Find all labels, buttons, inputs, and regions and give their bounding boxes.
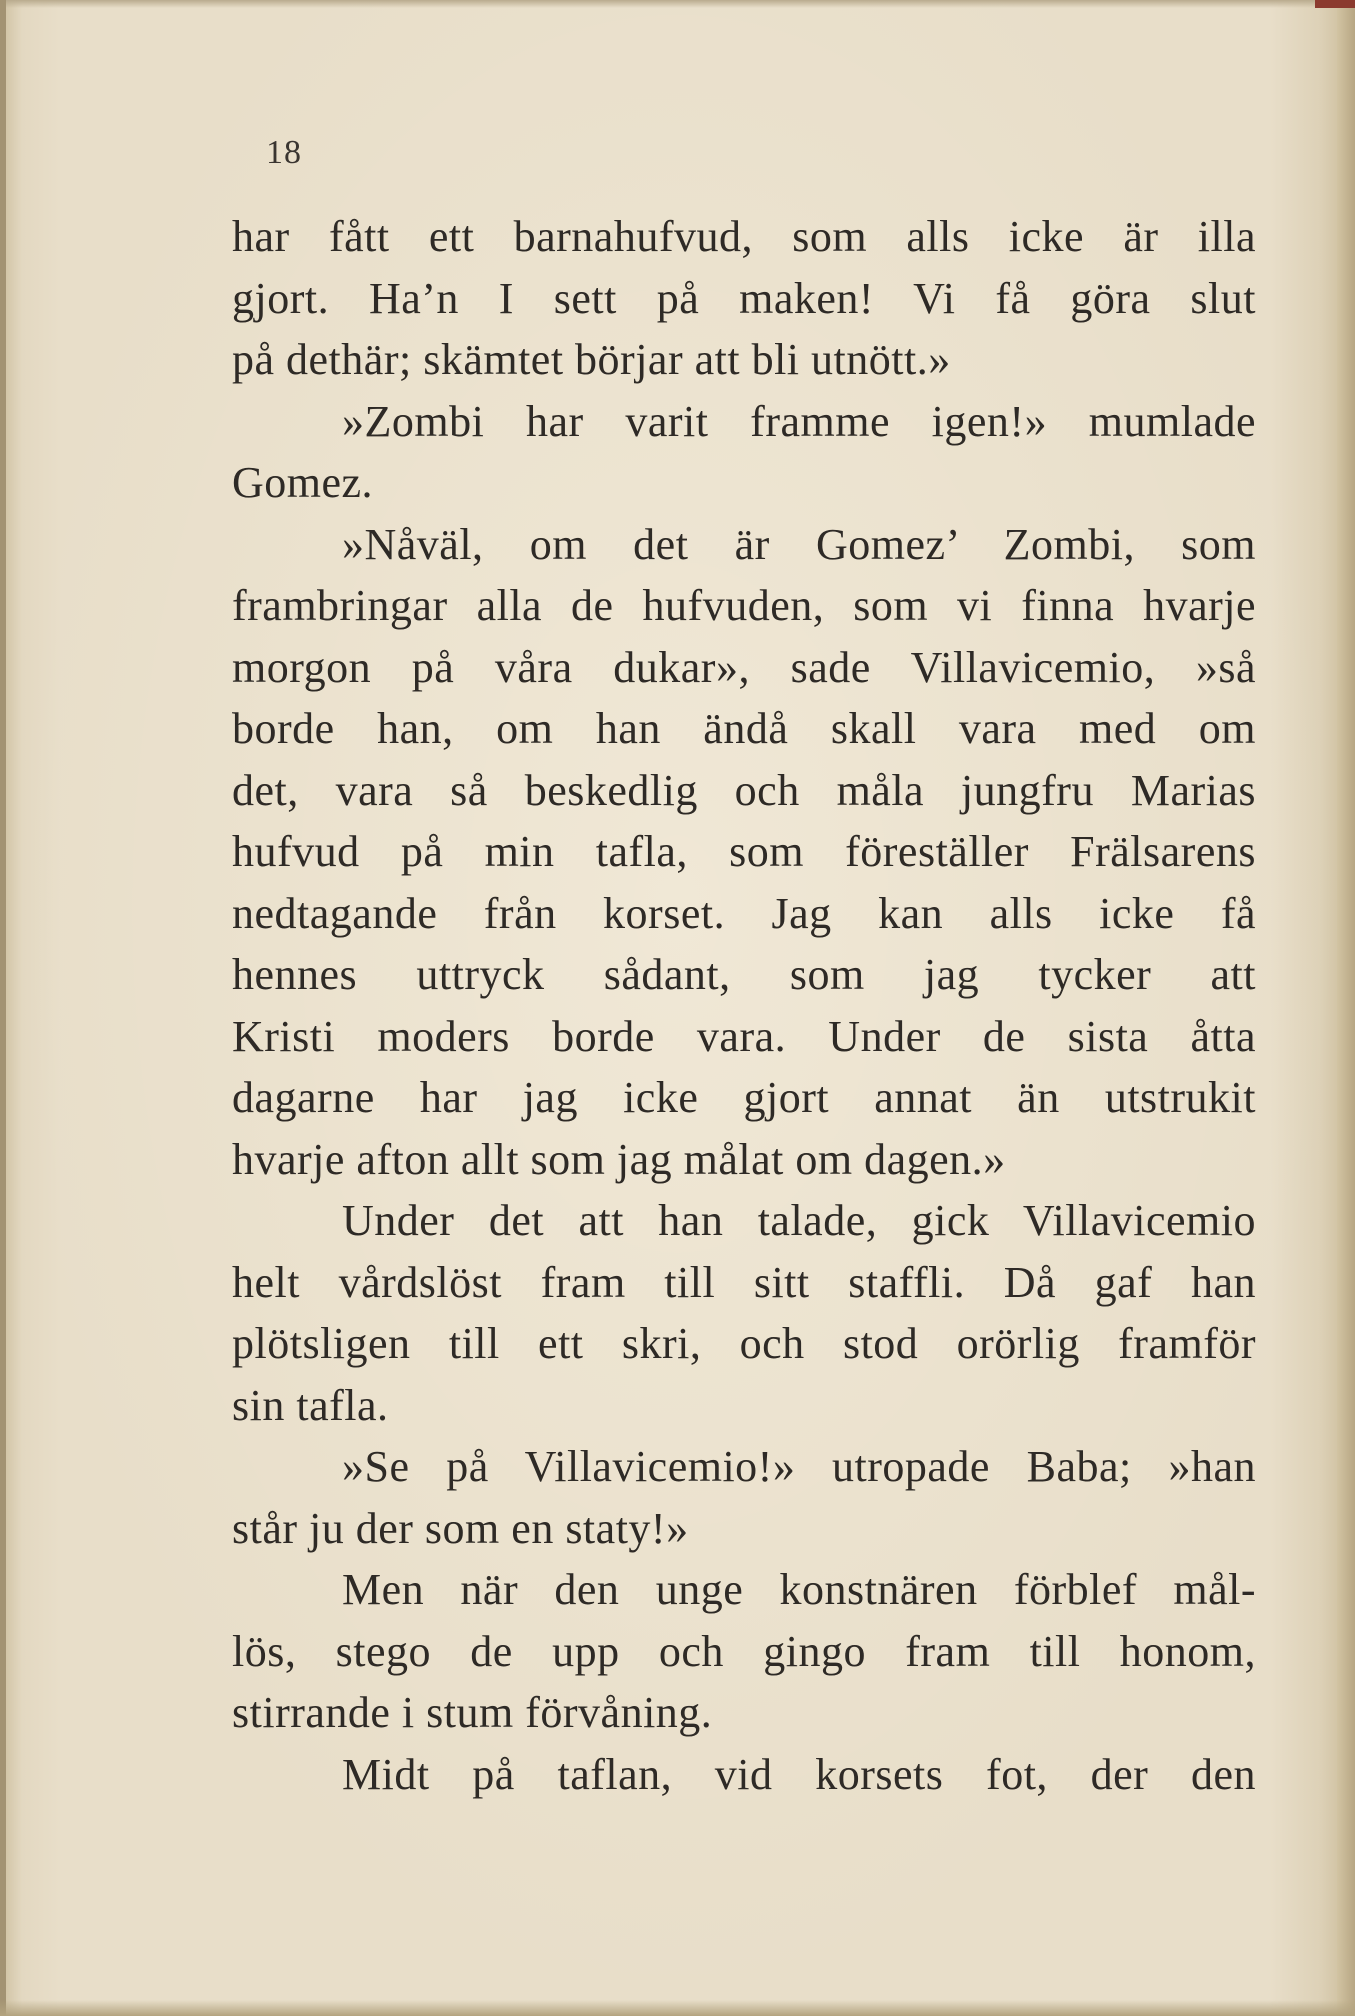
text-line: borde han, om han ändå skall vara med om (232, 704, 1256, 753)
page-number: 18 (266, 134, 302, 171)
text-line: på dethär; skämtet börjar att bli utnött.» (232, 335, 951, 384)
text-line: Under det att han talade, gick Villavicemio (342, 1196, 1256, 1245)
text-line: står ju der som en staty!» (232, 1503, 689, 1553)
text-line: Midt på taflan, vid korsets fot, der den (342, 1749, 1256, 1799)
page-left-edge (0, 0, 6, 2016)
text-line: Kristi moders borde vara. Under de sista åtta (232, 1011, 1256, 1061)
text-line: morgon på våra dukar», sade Villavicemio, »så (232, 642, 1256, 692)
text-line: dagarne har jag icke gjort annat än utstrukit (232, 1073, 1256, 1122)
body-text (232, 206, 1256, 1805)
text-line: det, vara så beskedlig och måla jungfru Marias (232, 765, 1256, 815)
text-line: hennes uttryck sådant, som jag tycker att (232, 950, 1256, 999)
text-line: »Nåväl, om det är Gomez’ Zombi, som (342, 519, 1256, 569)
text-line: »Zombi har varit framme igen!» mumlade (342, 396, 1256, 446)
text-line: »Se på Villavicemio!» utropade Baba; »han (342, 1442, 1256, 1491)
text-line: gjort. Ha’n I sett på maken! Vi få göra slut (232, 273, 1256, 323)
binding-corner (1315, 0, 1355, 8)
text-line: hvarje afton allt som jag målat om dagen.» (232, 1134, 1006, 1184)
text-line: Men när den unge konstnären förblef mål- (342, 1565, 1256, 1614)
text-line: hufvud på min tafla, som föreställer Frälsarens (232, 827, 1256, 876)
page-right-edge (1337, 0, 1355, 2016)
page-bottom-edge (0, 2000, 1355, 2016)
text-line: Gomez. (232, 458, 374, 507)
text-line: frambringar alla de hufvuden, som vi finna hvarje (232, 581, 1256, 630)
text-line: plötsligen till ett skri, och stod orörlig framför (232, 1319, 1256, 1368)
page-top-edge (0, 0, 1355, 8)
text-line: lös, stego de upp och gingo fram till honom, (232, 1626, 1256, 1676)
text-line: har fått ett barnahufvud, som alls icke är illa (232, 212, 1256, 261)
text-line: nedtagande från korset. Jag kan alls icke få (232, 888, 1256, 938)
text-line: stirrande i stum förvåning. (232, 1688, 713, 1737)
text-line: helt vårdslöst fram till sitt staffli. Då gaf han (232, 1257, 1256, 1307)
text-line: sin tafla. (232, 1380, 389, 1430)
